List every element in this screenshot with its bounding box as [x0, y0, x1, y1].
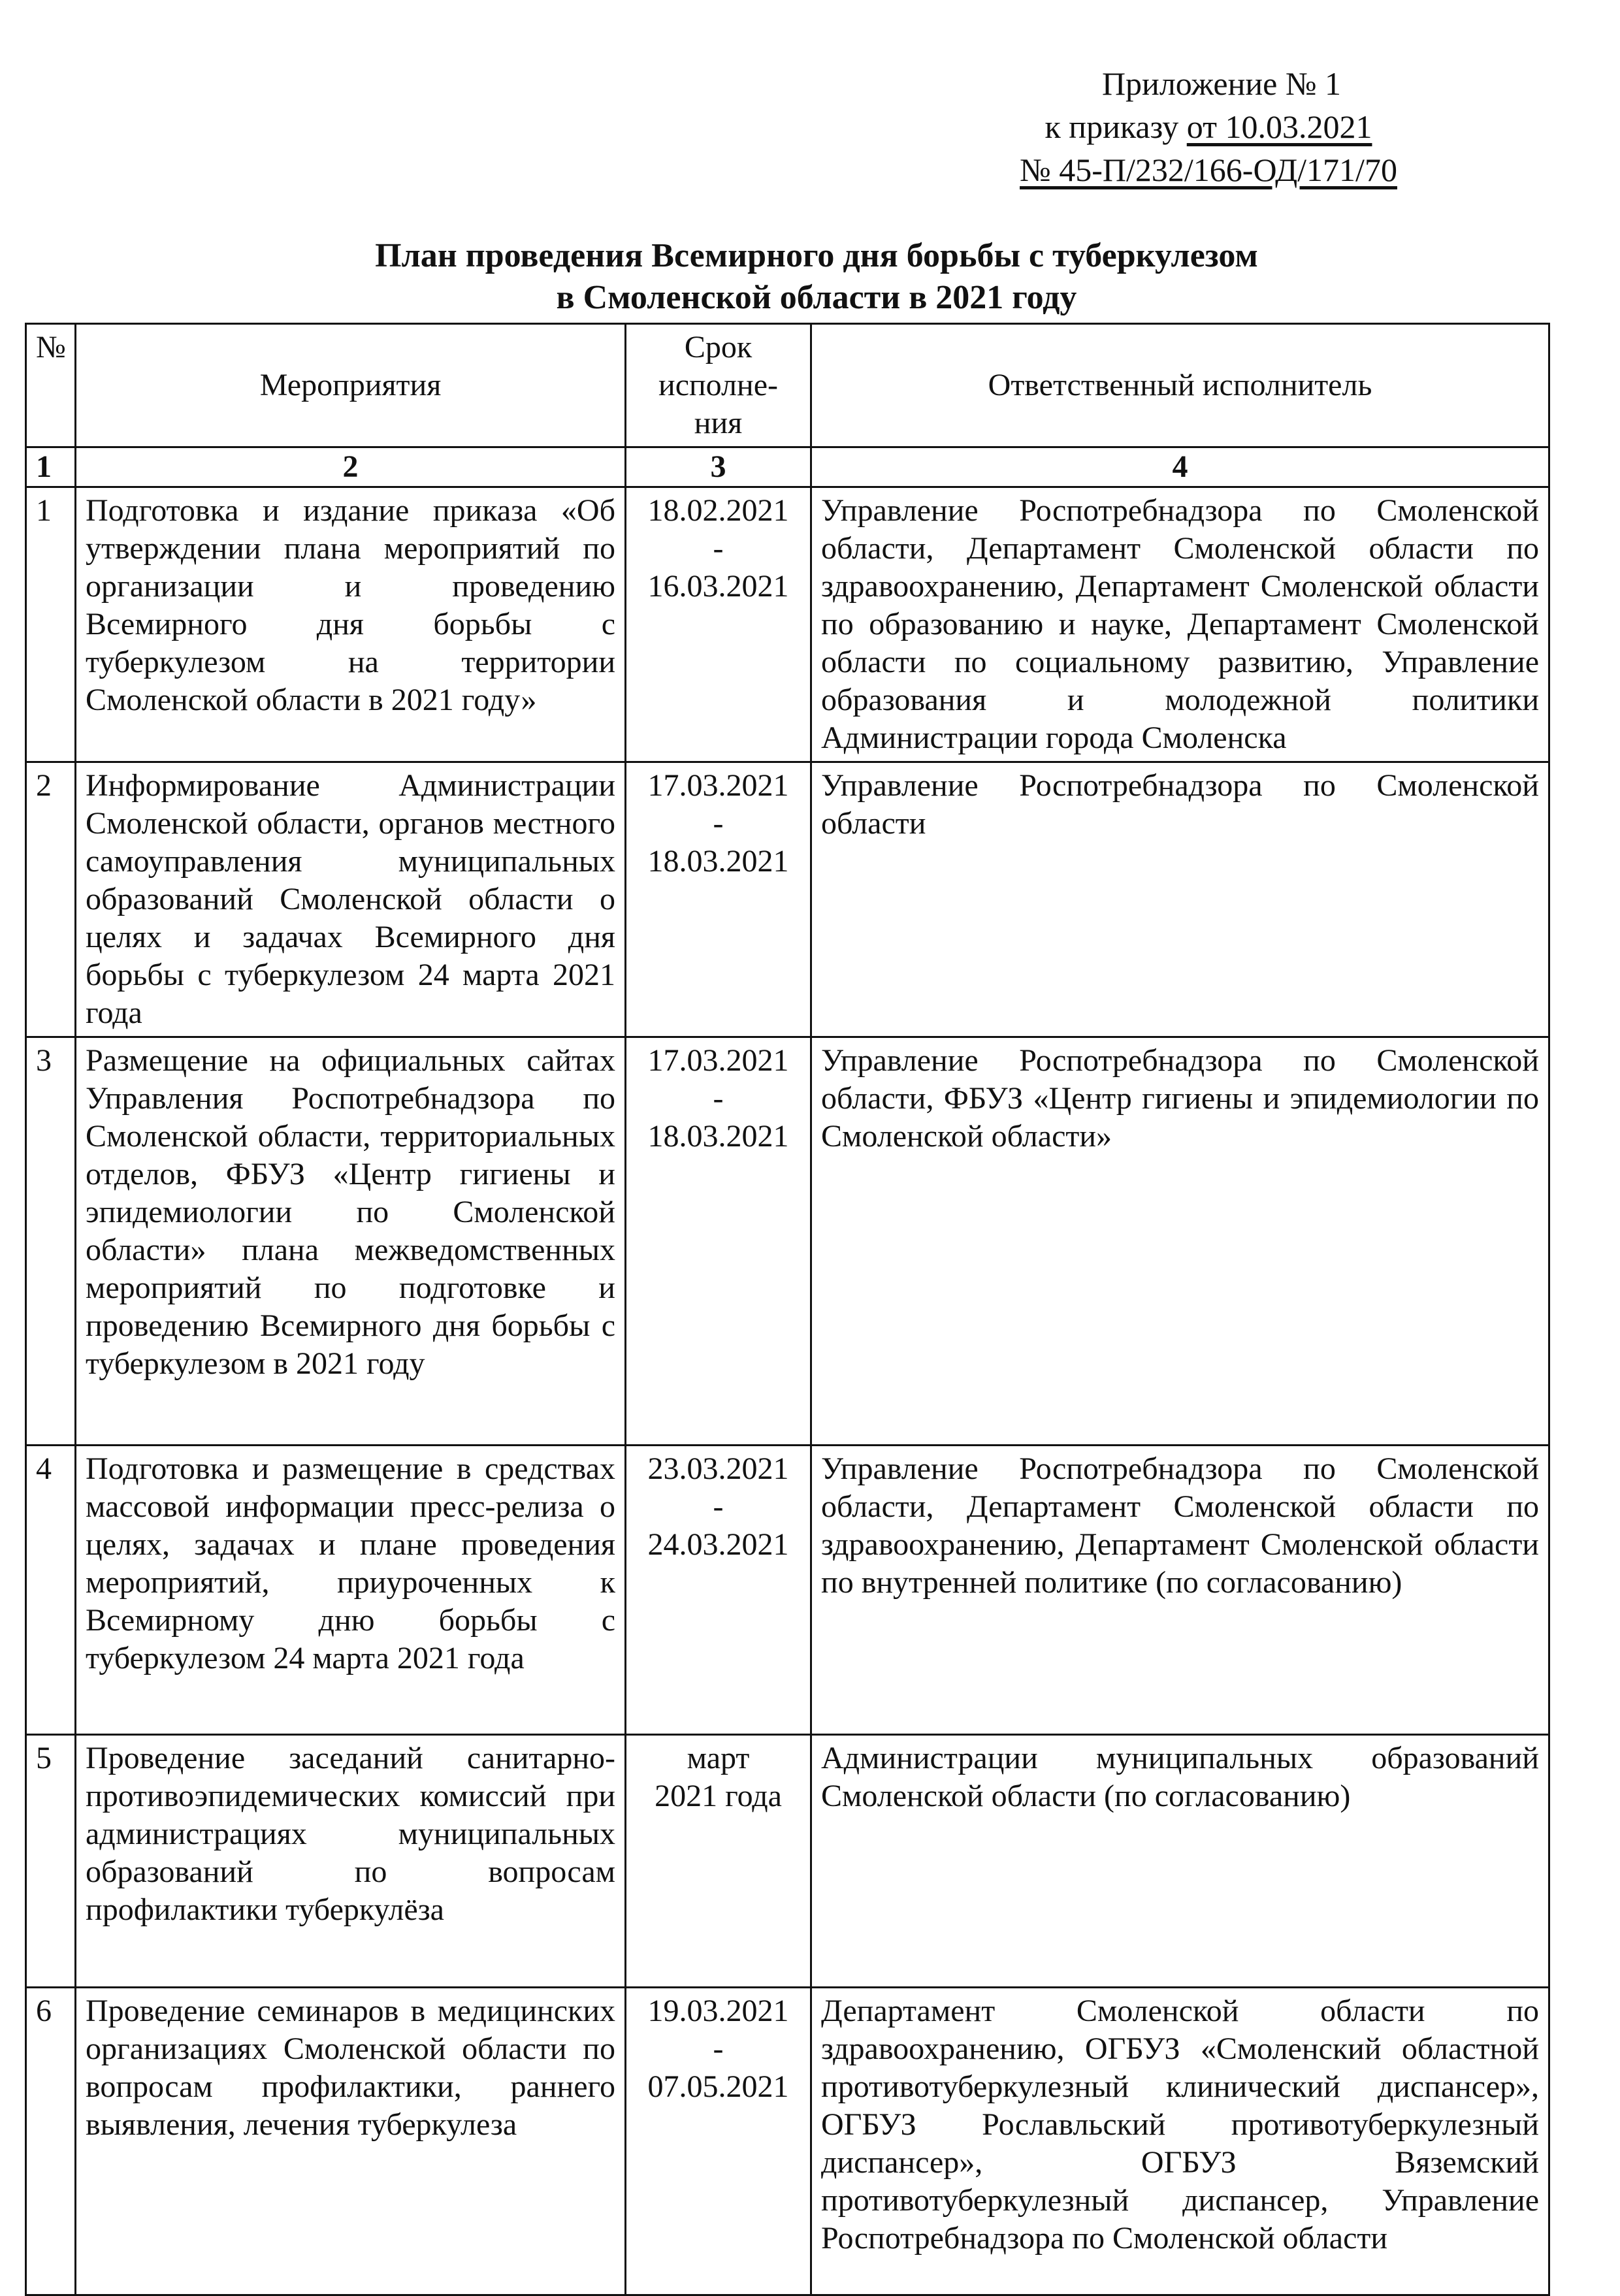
appendix-order-line — [960, 105, 1457, 148]
term-sep: - — [713, 806, 724, 841]
appendix-block — [960, 62, 1457, 191]
row-num: 6 — [26, 1988, 76, 2295]
table-header-row — [26, 324, 1549, 447]
appendix-order-date: от 10.03.2021 — [1186, 108, 1372, 145]
row-event: Подготовка и издание приказа «Об утверждении плана мероприятий по организации и проведению Всемирного дня борьбы с туберкулезом на территории Смоленской области в 2021 году» — [76, 487, 626, 762]
row-term — [626, 1037, 811, 1446]
appendix-title: Приложение № 1 — [1101, 65, 1342, 102]
term-to: 2021 года — [655, 1779, 782, 1813]
row-responsible: Департамент Смоленской области по здравоохранению, ОГБУЗ «Смоленский областной противотуберкулезный клинический диспансер», ОГБУЗ Рославльский противотуберкулезный диспансер», ОГБУЗ Вяземский противотуберкулезный диспансер, Управление Роспотребнадзора по Смоленской области — [811, 1988, 1549, 2295]
column-number: 1 — [26, 447, 76, 487]
header-responsible: Ответственный исполнитель — [811, 324, 1549, 447]
row-event: Проведение заседаний санитарно-противоэпидемических комиссий при администрациях муниципальных образований по вопросам профилактики туберкулёза — [76, 1735, 626, 1988]
table-row — [26, 762, 1549, 1037]
row-event: Размещение на официальных сайтах Управления Роспотребнадзора по Смоленской области, территориальных отделов, ФБУЗ «Центр гигиены и эпидемиологии по Смоленской области» плана межведомственных мероприятий по подготовке и проведению Всемирного дня борьбы с туберкулезом в 2021 году — [76, 1037, 626, 1446]
row-num: 2 — [26, 762, 76, 1037]
row-term — [626, 1735, 811, 1988]
header-events: Мероприятия — [76, 324, 626, 447]
term-to: 18.03.2021 — [647, 844, 789, 879]
term-sep: - — [713, 531, 724, 566]
row-responsible: Управление Роспотребнадзора по Смоленской области, Департамент Смоленской области по здравоохранению, Департамент Смоленской области по образованию и науке, Департамент Смоленской области по социальному развитию, Управление образования и молодежной политики Администрации города Смоленска — [811, 487, 1549, 762]
term-from: 23.03.2021 — [647, 1451, 789, 1486]
table-row — [26, 1037, 1549, 1446]
row-responsible: Управление Роспотребнадзора по Смоленской области, Департамент Смоленской области по здравоохранению, Департамент Смоленской области по внутренней политике (по согласованию) — [811, 1446, 1549, 1735]
events-table — [25, 323, 1550, 2296]
table-row — [26, 487, 1549, 762]
row-term — [626, 487, 811, 762]
row-num: 4 — [26, 1446, 76, 1735]
table-row — [26, 1446, 1549, 1735]
term-from: март — [687, 1741, 750, 1775]
table-row — [26, 1988, 1549, 2295]
row-term — [626, 762, 811, 1037]
term-from: 18.02.2021 — [647, 493, 789, 528]
row-responsible: Администрации муниципальных образований Смоленской области (по согласованию) — [811, 1735, 1549, 1988]
term-from: 17.03.2021 — [647, 1043, 789, 1078]
row-num: 3 — [26, 1037, 76, 1446]
column-number-row — [26, 447, 1549, 487]
term-to: 24.03.2021 — [647, 1527, 789, 1562]
column-number: 3 — [626, 447, 811, 487]
term-from: 17.03.2021 — [647, 768, 789, 803]
term-sep: - — [713, 1081, 724, 1116]
appendix-order-number: № 45-П/232/166-ОД/171/70 — [1020, 152, 1397, 188]
column-number: 2 — [76, 447, 626, 487]
term-sep: - — [713, 1489, 724, 1524]
term-to: 07.05.2021 — [647, 2069, 789, 2104]
page-title — [196, 235, 1437, 319]
term-sep: - — [713, 2031, 724, 2066]
row-num: 5 — [26, 1735, 76, 1988]
column-number: 4 — [811, 447, 1549, 487]
term-from: 19.03.2021 — [647, 1994, 789, 2028]
row-num: 1 — [26, 487, 76, 762]
row-term — [626, 1446, 811, 1735]
row-responsible: Управление Роспотребнадзора по Смоленской области — [811, 762, 1549, 1037]
row-event: Подготовка и размещение в средствах массовой информации пресс-релиза о целях, задачах и плане проведения мероприятий, приуроченных к Всемирному дню борьбы с туберкулезом 24 марта 2021 года — [76, 1446, 626, 1735]
title-line-2: в Смоленской области в 2021 году — [556, 279, 1077, 316]
row-responsible: Управление Роспотребнадзора по Смоленской области, ФБУЗ «Центр гигиены и эпидемиологии по Смоленской области» — [811, 1037, 1549, 1446]
row-term — [626, 1988, 811, 2295]
title-line-1: План проведения Всемирного дня борьбы с туберкулезом — [375, 237, 1258, 274]
table-row — [26, 1735, 1549, 1988]
header-num: № — [26, 324, 76, 447]
appendix-order-prefix: к приказу — [1045, 108, 1187, 145]
term-to: 18.03.2021 — [647, 1119, 789, 1154]
row-event: Проведение семинаров в медицинских организациях Смоленской области по вопросам профилактики, раннего выявления, лечения туберкулеза — [76, 1988, 626, 2295]
row-event: Информирование Администрации Смоленской области, органов местного самоуправления муниципальных образований Смоленской области о целях и задачах Всемирного дня борьбы с туберкулезом 24 марта 2021 года — [76, 762, 626, 1037]
header-term: Срок исполне-ния — [626, 324, 811, 447]
term-to: 16.03.2021 — [647, 569, 789, 604]
